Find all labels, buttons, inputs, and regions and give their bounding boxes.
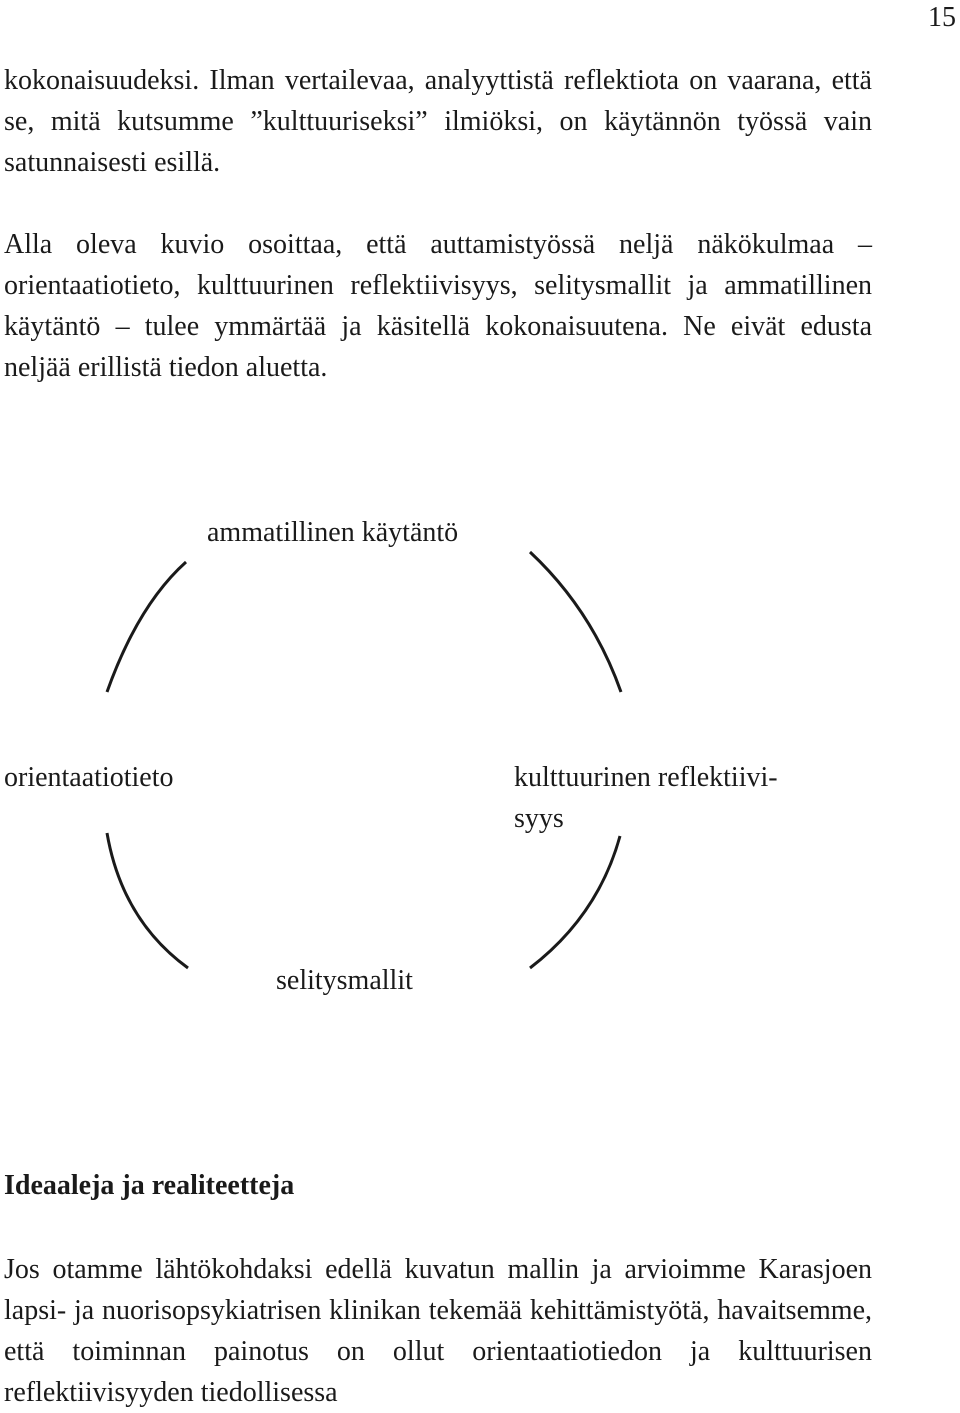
arc-top-left [107, 562, 186, 692]
figure-description-paragraph: Alla oleva kuvio osoittaa, että auttamistyössä neljä näkökulmaa – orientaatiotieto, kulttuurinen reflektiivisyys, selitysmallit ja ammatillinen käytäntö – tulee ymmärtää ja käsitellä kokonaisuutena. Ne eivät edusta neljää erillistä tiedon aluetta. [4, 229, 872, 383]
arc-top-right [530, 552, 621, 692]
node-orientaatiotieto: orientaatiotieto [4, 762, 174, 793]
arc-bottom-right [530, 836, 620, 968]
node-kulttuurinen-reflektiivisyys: kulttuurinen reflektiivi- [514, 762, 778, 793]
perspectives-circle-diagram [0, 500, 960, 1020]
node-kulttuurinen-reflektiivisyys-continued: syys [514, 803, 564, 834]
page-number: 15 [928, 2, 956, 33]
arc-bottom-left [107, 833, 188, 968]
intro-paragraph: kokonaisuudeksi. Ilman vertailevaa, analyyttistä reflektiota on vaarana, että se, mitä kutsumme ”kulttuuriseksi” ilmiöksi, on käytännön työssä vain satunnaisesti esillä. [4, 65, 872, 178]
node-ammatillinen-kaytanto: ammatillinen käytäntö [207, 517, 459, 548]
section-heading: Ideaaleja ja realiteetteja [4, 1170, 295, 1201]
section-body-paragraph: Jos otamme lähtökohdaksi edellä kuvatun mallin ja arvioimme Karasjoen lapsi- ja nuorisopsykiatrisen klinikan tekemää kehittämistyötä, havaitsemme, että toiminnan painotus on ollut orientaatiotiedon ja kulttuurisen reflektiivisyyden tiedollisessa [4, 1254, 872, 1408]
node-selitysmallit: selitysmallit [276, 965, 413, 996]
